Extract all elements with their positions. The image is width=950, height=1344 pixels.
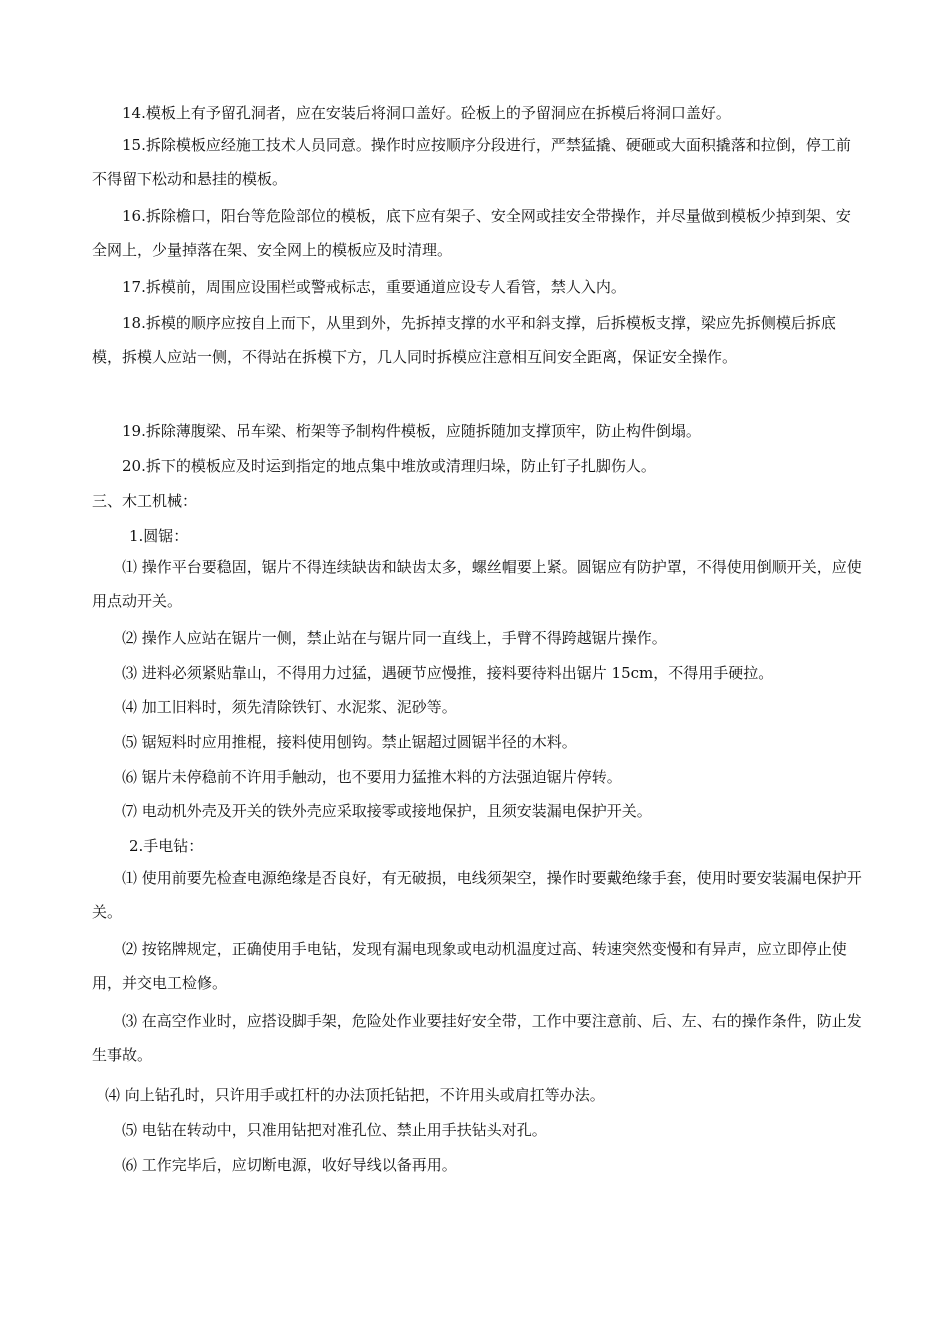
- saw-item-4: ⑷ 加工旧料时，须先清除铁钉、水泥浆、泥砂等。: [122, 698, 457, 716]
- paragraph-20: 20.拆下的模板应及时运到指定的地点集中堆放或清理归垛，防止钉子扎脚伤人。: [122, 457, 656, 475]
- drill-item-3: ⑶ 在高空作业时，应搭设脚手架，危险处作业要挂好安全带，工作中要注意前、后、左、右的操作条件，防止发生事故。: [92, 1012, 862, 1064]
- paragraph-16: 16.拆除檐口，阳台等危险部位的模板，底下应有架子、安全网或挂安全带操作，并尽量做到模板少掉到架、安全网上，少量掉落在架、安全网上的模板应及时清理。: [92, 207, 851, 259]
- paragraph-14: 14.模板上有予留孔洞者，应在安装后将洞口盖好。砼板上的予留洞应在拆模后将洞口盖好。: [122, 104, 731, 122]
- saw-item-2: ⑵ 操作人应站在锯片一侧，禁止站在与锯片同一直线上，手臂不得跨越锯片操作。: [122, 629, 667, 647]
- drill-item-1: ⑴ 使用前要先检查电源绝缘是否良好，有无破损，电线须架空，操作时要戴绝缘手套，使用时要安装漏电保护开关。: [92, 869, 862, 921]
- drill-item-5: ⑸ 电钻在转动中，只准用钻把对准孔位、禁止用手扶钻头对孔。: [122, 1121, 547, 1139]
- paragraph-15: 15.拆除模板应经施工技术人员同意。操作时应按顺序分段进行，严禁猛撬、硬砸或大面积撬落和拉倒，停工前不得留下松动和悬挂的模板。: [92, 136, 851, 188]
- subheading-hand-drill: 2.手电钻：: [129, 837, 204, 855]
- saw-item-3: ⑶ 进料必须紧贴靠山，不得用力过猛，遇硬节应慢推，接料要待料出锯片 15cm，不得用手硬拉。: [122, 664, 774, 682]
- saw-item-1: ⑴ 操作平台要稳固，锯片不得连续缺齿和缺齿太多，螺丝帽要上紧。圆锯应有防护罩，不得使用倒顺开关，应使用点动开关。: [92, 558, 862, 610]
- paragraph-17: 17.拆模前，周围应设围栏或警戒标志，重要通道应设专人看管，禁人入内。: [122, 278, 626, 296]
- section-heading-woodworking-machinery: 三、木工机械：: [92, 492, 198, 510]
- drill-item-4: ⑷ 向上钻孔时，只许用手或扛杆的办法顶托钻把，不许用头或肩扛等办法。: [105, 1086, 605, 1104]
- paragraph-19: 19.拆除薄腹梁、吊车梁、桁架等予制构件模板，应随拆随加支撑顶牢，防止构件倒塌。: [122, 422, 701, 440]
- saw-item-7: ⑺ 电动机外壳及开关的铁外壳应采取接零或接地保护，且须安装漏电保护开关。: [122, 802, 652, 820]
- drill-item-2: ⑵ 按铭牌规定，正确使用手电钻，发现有漏电现象或电动机温度过高、转速突然变慢和有异声，应立即停止使用，并交电工检修。: [92, 940, 847, 992]
- paragraph-18: 18.拆模的顺序应按自上而下，从里到外，先拆掉支撑的水平和斜支撑，后拆模板支撑，梁应先拆侧模后拆底模，拆模人应站一侧，不得站在拆模下方，几人同时拆模应注意相互间安全距离，保证安全操作。: [92, 314, 836, 366]
- saw-item-5: ⑸ 锯短料时应用推棍，接料使用刨钩。禁止锯超过圆锯半径的木料。: [122, 733, 577, 751]
- saw-item-6: ⑹ 锯片未停稳前不许用手触动，也不要用力猛推木料的方法强迫锯片停转。: [122, 768, 622, 786]
- subheading-circular-saw: 1.圆锯：: [129, 527, 189, 545]
- drill-item-6: ⑹ 工作完毕后，应切断电源，收好导线以备再用。: [122, 1156, 457, 1174]
